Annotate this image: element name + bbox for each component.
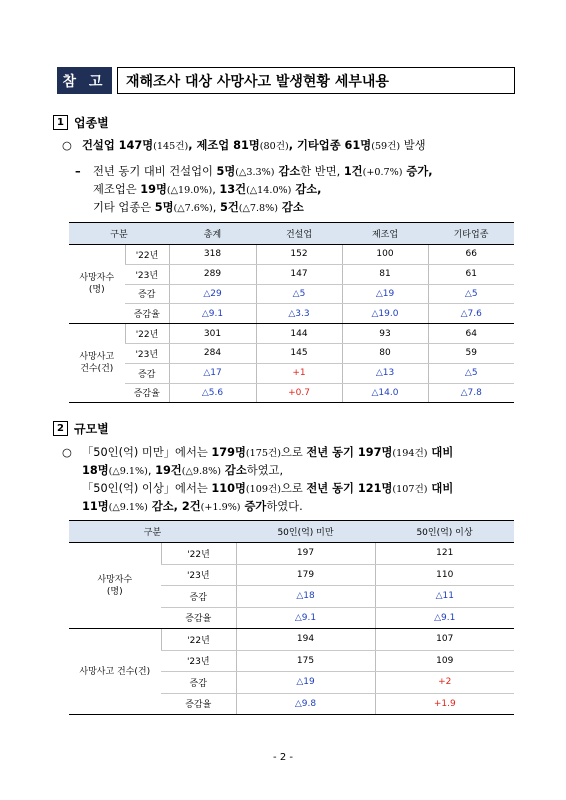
size-line-1	[62, 444, 453, 463]
table-cell: 100	[342, 245, 428, 265]
table-cell: △5	[428, 284, 514, 304]
text-segment: (△7.6%)	[173, 203, 213, 214]
document-header	[57, 67, 515, 94]
row-label: '22년	[161, 543, 236, 565]
table-row	[69, 629, 514, 651]
text-segment: (△3.3%)	[235, 167, 275, 178]
text-segment: (△9.8%)	[181, 466, 221, 477]
industry-summary-line	[62, 137, 426, 156]
text-segment: (△19.0%)	[166, 185, 213, 196]
text-segment: (△9.1%)	[108, 502, 148, 513]
text-segment: 증가,	[402, 165, 433, 178]
table-cell: △19.0	[342, 304, 428, 324]
row-label: 증감	[125, 363, 169, 383]
table-cell: +1.9	[375, 693, 514, 715]
row-label: '22년	[125, 245, 169, 265]
text-segment: 2건	[181, 500, 201, 513]
text-segment: ,	[212, 201, 220, 214]
text-segment: 건설업 147명	[82, 139, 154, 152]
document-title: 재해조사 대상 사망사고 발생현황 세부내용	[117, 67, 515, 94]
table-cell: △29	[169, 284, 256, 304]
table-row	[69, 264, 514, 284]
table-cell: △7.8	[428, 383, 514, 403]
group-label: 사망자수 (명)	[69, 245, 125, 324]
table-cell: △18	[236, 586, 375, 608]
row-label: 증감율	[161, 693, 236, 715]
text-segment: 에서는	[175, 482, 212, 495]
text-segment: (175건)	[245, 448, 281, 459]
text-segment: 감소,	[147, 500, 182, 513]
text-segment: 기타 업종은	[93, 201, 155, 214]
row-label: 증감	[125, 284, 169, 304]
table-cell: △5.6	[169, 383, 256, 403]
table-cell: 110	[375, 564, 514, 586]
page-number: - 2 -	[273, 752, 293, 763]
row-label: 증감	[161, 672, 236, 694]
text-segment: (80건)	[259, 141, 289, 152]
text-segment: 하였고,	[246, 464, 284, 477]
bullet-dash: –	[75, 165, 81, 178]
section-heading-industry	[53, 114, 109, 131]
table-cell: 301	[169, 324, 256, 344]
text-segment: 대비	[427, 446, 454, 459]
column-header: 50인(억) 미만	[236, 521, 375, 543]
text-segment: 「50인(억) 미만」	[82, 446, 176, 459]
table-cell: +2	[375, 672, 514, 694]
table-row	[69, 245, 514, 265]
row-label: '23년	[125, 343, 169, 363]
text-segment: 110명	[211, 482, 246, 495]
text-segment: 대비	[427, 482, 454, 495]
text-segment: 감소	[220, 464, 247, 477]
table-cell: +0.7	[256, 383, 342, 403]
text-segment: 발생	[400, 139, 426, 152]
table-cell: 93	[342, 324, 428, 344]
column-header: 제조업	[342, 223, 428, 245]
table-row	[69, 304, 514, 324]
table-cell: 318	[169, 245, 256, 265]
group-label: 사망자수 (명)	[69, 543, 161, 629]
text-segment: 19건	[155, 464, 182, 477]
bullet-circle: ○	[62, 446, 72, 459]
text-segment: (+1.9%)	[200, 502, 241, 513]
table-row	[69, 324, 514, 344]
text-segment: , 기타업종 61명	[288, 139, 372, 152]
row-label: 증감	[161, 586, 236, 608]
text-segment: (107건)	[392, 484, 428, 495]
table-cell: 144	[256, 324, 342, 344]
table-row	[69, 284, 514, 304]
table-row	[69, 543, 514, 565]
text-segment: 5명	[216, 165, 236, 178]
row-label: '22년	[125, 324, 169, 344]
table-cell: +1	[256, 363, 342, 383]
text-segment: 13건	[219, 183, 247, 196]
table-cell: 61	[428, 264, 514, 284]
reference-tag: 참 고	[57, 67, 112, 94]
text-segment: (+0.7%)	[362, 167, 403, 178]
column-header: 건설업	[256, 223, 342, 245]
text-segment: , 제조업 81명	[188, 139, 260, 152]
table-cell: △19	[236, 672, 375, 694]
group-label: 사망사고 건수(건)	[69, 629, 161, 715]
text-segment: ,	[212, 183, 220, 196]
table-row	[69, 343, 514, 363]
row-label: '23년	[125, 264, 169, 284]
size-line-3	[82, 480, 453, 499]
table-cell: 147	[256, 264, 342, 284]
table-cell: △19	[342, 284, 428, 304]
size-line-4	[82, 498, 303, 517]
table-cell: △9.1	[236, 607, 375, 629]
section-heading-size	[53, 420, 109, 437]
table-cell: △5	[428, 363, 514, 383]
column-header: 총계	[169, 223, 256, 245]
size-table	[69, 520, 514, 715]
text-segment: (109건)	[245, 484, 281, 495]
table-row	[69, 383, 514, 403]
group-label: 사망사고 건수(건)	[69, 324, 125, 403]
table-cell: △9.1	[169, 304, 256, 324]
table-cell: △11	[375, 586, 514, 608]
text-segment: 한 반면,	[300, 165, 344, 178]
industry-detail-line-3	[93, 199, 304, 218]
industry-table	[69, 222, 514, 403]
row-label: '23년	[161, 564, 236, 586]
text-segment: 179명	[211, 446, 246, 459]
table-cell: 194	[236, 629, 375, 651]
text-segment: 제조업은	[93, 183, 141, 196]
text-segment: 전년 동기 대비 건설업이	[93, 165, 217, 178]
text-segment: (△9.1%)	[108, 466, 148, 477]
table-cell: 289	[169, 264, 256, 284]
table-cell: 145	[256, 343, 342, 363]
text-segment: 감소,	[291, 183, 322, 196]
text-segment: (△7.8%)	[238, 203, 278, 214]
table-cell: 197	[236, 543, 375, 565]
text-segment: 감소	[278, 201, 304, 214]
text-segment: 감소	[274, 165, 301, 178]
table-cell: △14.0	[342, 383, 428, 403]
table-cell: 109	[375, 650, 514, 672]
size-line-2	[82, 462, 283, 481]
text-segment: 11명	[82, 500, 109, 513]
text-segment: 19명	[140, 183, 167, 196]
table-row	[69, 363, 514, 383]
row-label: 증감율	[125, 304, 169, 324]
text-segment: 에서는	[175, 446, 212, 459]
text-segment: 전년 동기 197명	[306, 446, 393, 459]
table-cell: △9.1	[375, 607, 514, 629]
table-cell: 81	[342, 264, 428, 284]
section-title: 규모별	[74, 422, 109, 436]
text-segment: ,	[147, 464, 156, 477]
table-cell: 179	[236, 564, 375, 586]
text-segment: (△14.0%)	[246, 185, 292, 196]
table-cell: 284	[169, 343, 256, 363]
text-segment: 5명	[154, 201, 174, 214]
row-label: '23년	[161, 650, 236, 672]
text-segment: (194건)	[392, 448, 428, 459]
text-segment: 증가	[240, 500, 267, 513]
section-title: 업종별	[74, 116, 109, 130]
text-segment: 으로	[280, 446, 307, 459]
industry-detail-line-2	[93, 181, 321, 200]
table-cell: 175	[236, 650, 375, 672]
table-cell: △17	[169, 363, 256, 383]
text-segment: 전년 동기 121명	[306, 482, 393, 495]
text-segment: 18명	[82, 464, 109, 477]
table-cell: 66	[428, 245, 514, 265]
bullet-circle: ○	[62, 139, 72, 152]
table-cell: 80	[342, 343, 428, 363]
table-cell: △9.8	[236, 693, 375, 715]
row-label: 증감율	[125, 383, 169, 403]
row-label: 증감율	[161, 607, 236, 629]
table-cell: △7.6	[428, 304, 514, 324]
row-label: '22년	[161, 629, 236, 651]
table-cell: △3.3	[256, 304, 342, 324]
column-header: 구분	[69, 521, 236, 543]
text-segment: 5건	[219, 201, 239, 214]
table-cell: △5	[256, 284, 342, 304]
text-segment: 「50인(억) 이상」	[82, 482, 176, 495]
industry-detail-line-1	[75, 163, 433, 182]
table-cell: 107	[375, 629, 514, 651]
text-segment: 으로	[280, 482, 307, 495]
text-segment: 1건	[343, 165, 363, 178]
text-segment: (145건)	[153, 141, 189, 152]
column-header: 기타업종	[428, 223, 514, 245]
text-segment: 하였다.	[266, 500, 303, 513]
section-number: 2	[53, 421, 68, 436]
table-cell: 64	[428, 324, 514, 344]
section-number: 1	[53, 115, 68, 130]
table-cell: △13	[342, 363, 428, 383]
text-segment: (59건)	[371, 141, 401, 152]
column-header: 구분	[69, 223, 169, 245]
column-header: 50인(억) 이상	[375, 521, 514, 543]
table-cell: 59	[428, 343, 514, 363]
table-cell: 152	[256, 245, 342, 265]
table-cell: 121	[375, 543, 514, 565]
